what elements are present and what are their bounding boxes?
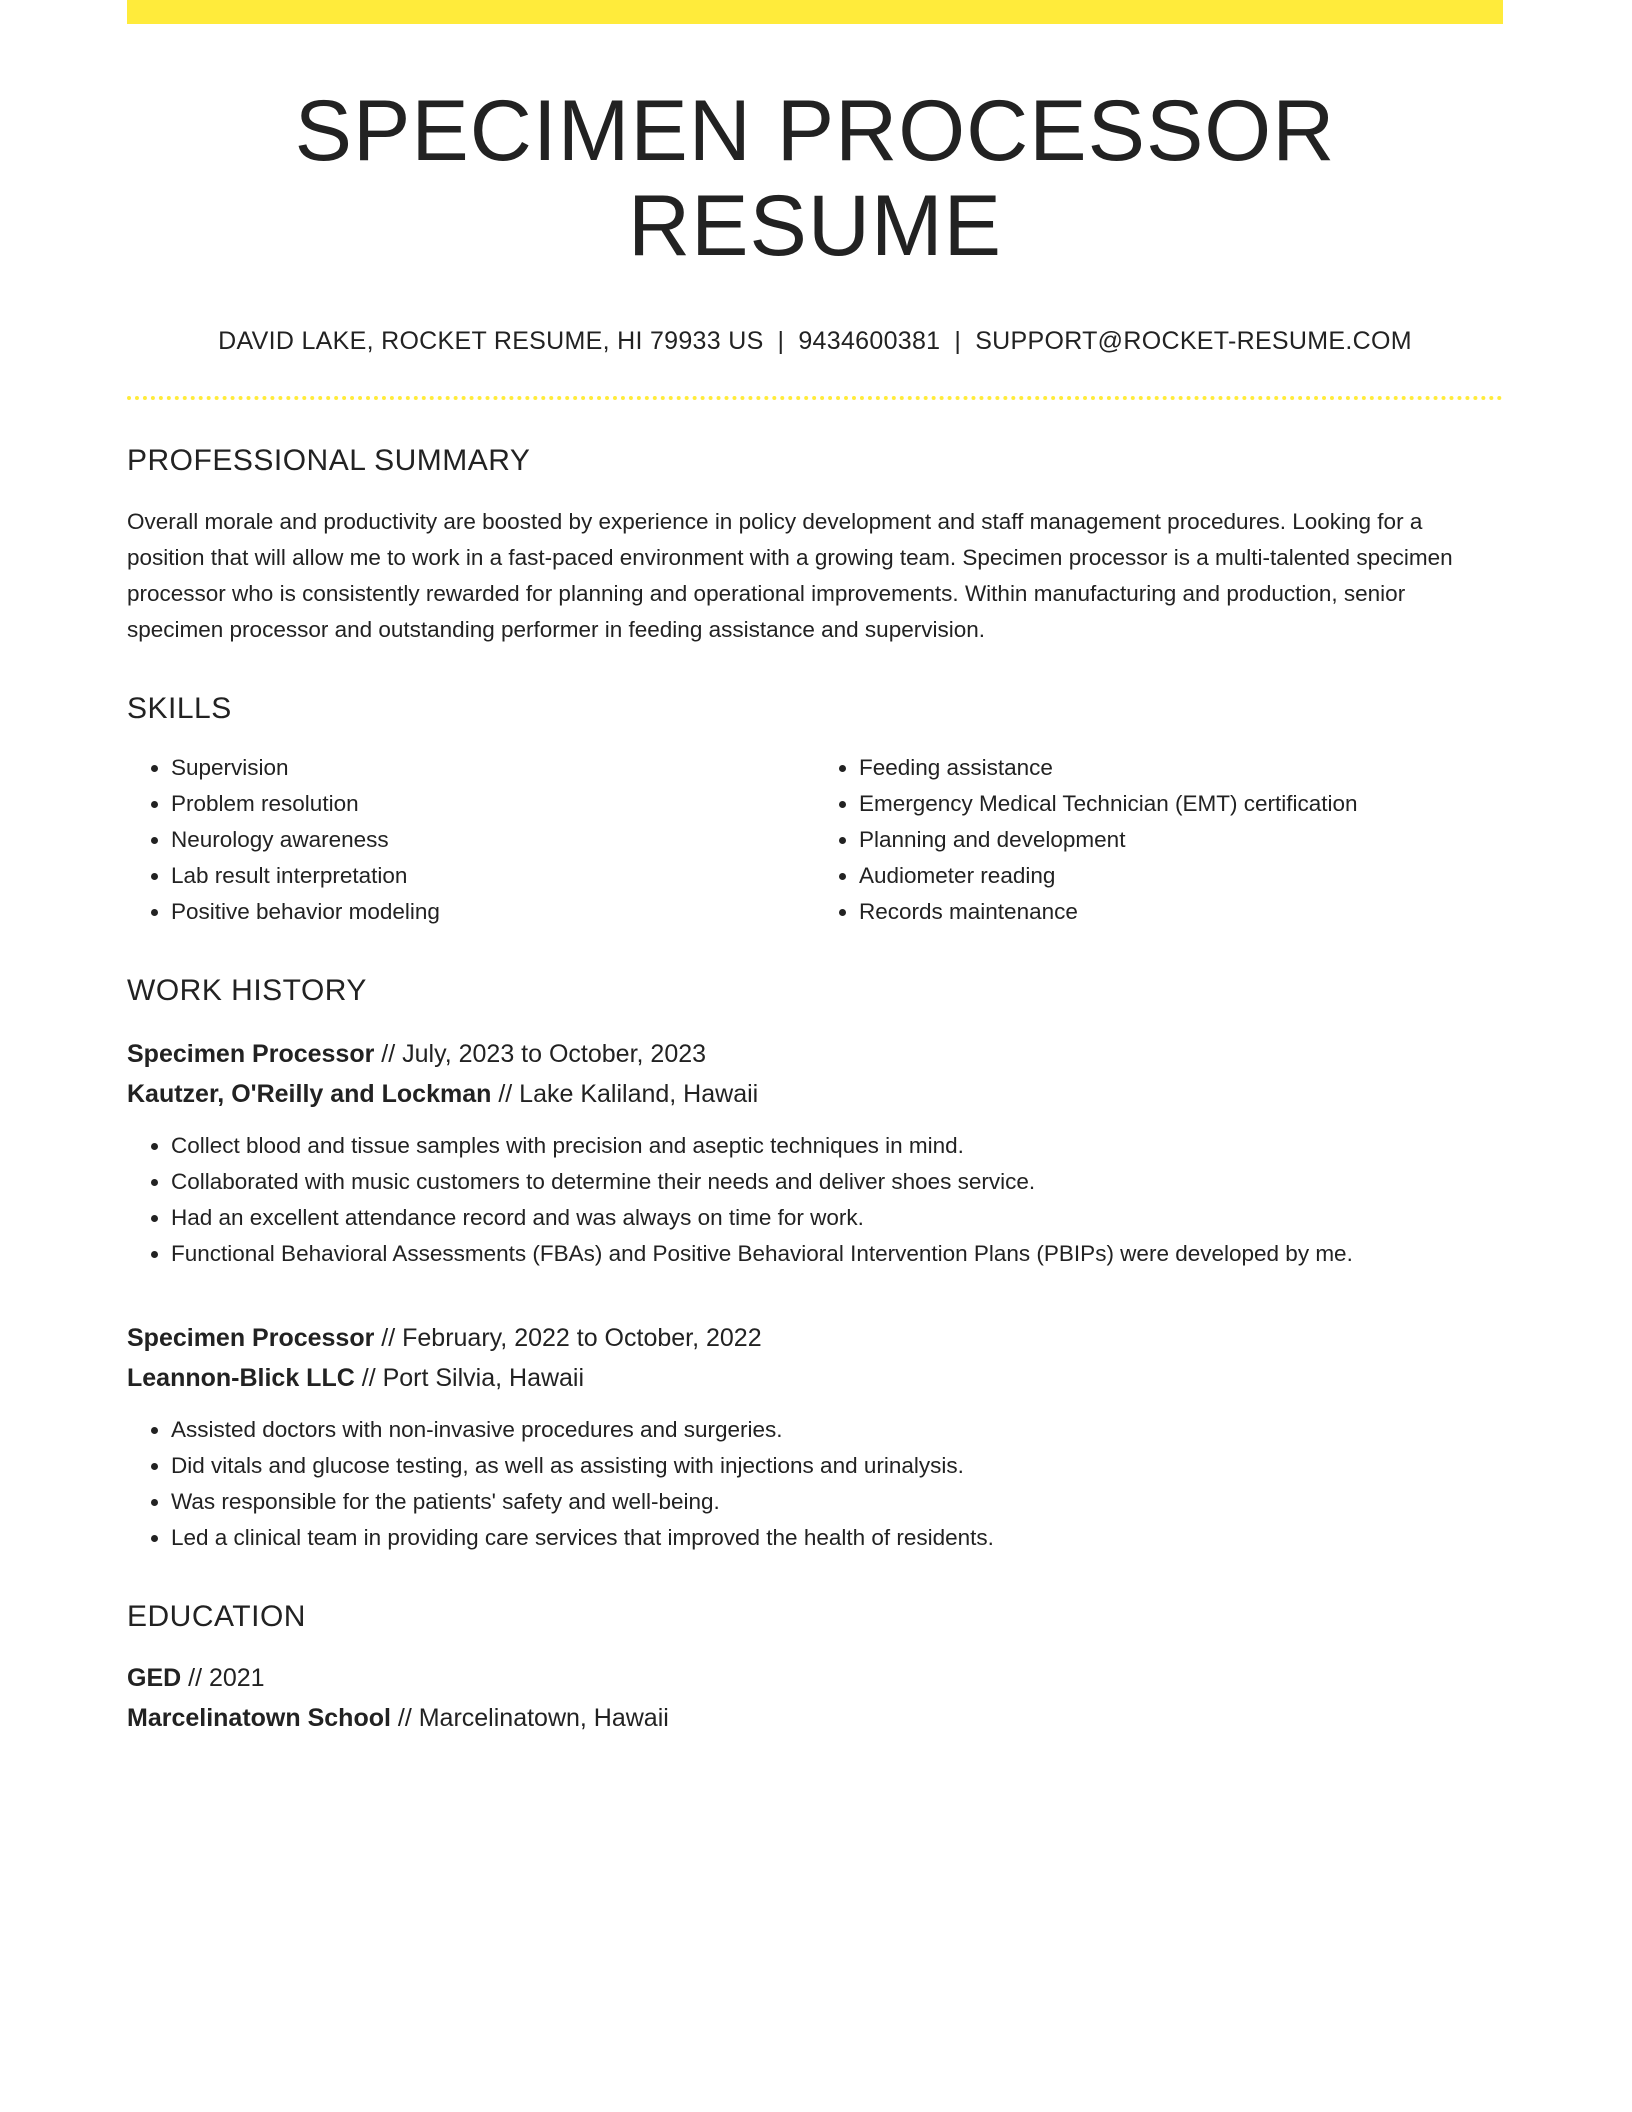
- job-duties: [127, 1412, 1503, 1556]
- skill-item: • Neurology awareness: [171, 822, 815, 858]
- job-company-line: [127, 1074, 1503, 1114]
- contact-email: SUPPORT@ROCKET-RESUME.COM: [975, 327, 1412, 356]
- duty-item: • Collect blood and tissue samples with precision and aseptic techniques in mind.: [171, 1128, 1503, 1164]
- education-degree: GED: [127, 1664, 182, 1693]
- education-school: Marcelinatown School: [127, 1704, 391, 1733]
- duty-item: • Collaborated with music customers to determine their needs and deliver shoes service.: [171, 1164, 1503, 1200]
- work-history-section: [127, 974, 1503, 1556]
- contact-separator: |: [954, 327, 962, 356]
- job-location: // Port Silvia, Hawaii: [354, 1364, 585, 1393]
- education-degree-line: [127, 1658, 1503, 1698]
- skill-item: • Records maintenance: [859, 894, 1503, 930]
- skill-item: • Supervision: [171, 750, 815, 786]
- skills-section: [127, 692, 1503, 930]
- duty-item: • Did vitals and glucose testing, as well as assisting with injections and urinalysis.: [171, 1448, 1503, 1484]
- job-title: Specimen Processor: [127, 1324, 375, 1353]
- contact-address: DAVID LAKE, ROCKET RESUME, HI 79933 US: [218, 327, 764, 356]
- job-company: Leannon-Blick LLC: [127, 1364, 355, 1393]
- skills-left-column: [127, 750, 815, 930]
- education-school-line: [127, 1698, 1503, 1738]
- education-heading: EDUCATION: [127, 1600, 306, 1634]
- skills-heading: SKILLS: [127, 692, 232, 726]
- skills-right-column: [815, 750, 1503, 930]
- education-section: [127, 1600, 1503, 1738]
- contact-phone: 9434600381: [798, 327, 941, 356]
- summary-section: [127, 444, 1503, 648]
- resume-page: [127, 0, 1503, 1738]
- skill-item: • Problem resolution: [171, 786, 815, 822]
- duty-item: • Led a clinical team in providing care services that improved the health of residents.: [171, 1520, 1503, 1556]
- job-dates: // July, 2023 to October, 2023: [374, 1040, 707, 1069]
- dotted-divider: [127, 396, 1503, 400]
- contact-line: [127, 327, 1503, 356]
- duty-item: • Functional Behavioral Assessments (FBAs) and Positive Behavioral Intervention Plans (PBIPs) were developed by me.: [171, 1236, 1503, 1272]
- job-dates: // February, 2022 to October, 2022: [374, 1324, 762, 1353]
- skill-item: • Emergency Medical Technician (EMT) certification: [859, 786, 1503, 822]
- skill-item: • Positive behavior modeling: [171, 894, 815, 930]
- duty-item: • Was responsible for the patients' safety and well-being.: [171, 1484, 1503, 1520]
- job-title-line: [127, 1318, 1503, 1358]
- job-title: Specimen Processor: [127, 1040, 375, 1069]
- education-year: // 2021: [181, 1664, 265, 1693]
- skill-item: • Planning and development: [859, 822, 1503, 858]
- education-entry: [127, 1658, 1503, 1738]
- summary-heading: PROFESSIONAL SUMMARY: [127, 444, 531, 478]
- duty-item: • Had an excellent attendance record and was always on time for work.: [171, 1200, 1503, 1236]
- education-location: // Marcelinatown, Hawaii: [390, 1704, 669, 1733]
- job-entry: [127, 1034, 1503, 1272]
- skill-item: • Feeding assistance: [859, 750, 1503, 786]
- summary-text: Overall morale and productivity are boosted by experience in policy development and staff management procedures. Looking for a position that will allow me to work in a fast-paced environment with a growing team. Specimen processor is a multi-talented specimen processor who is consistently rewarded for planning and operational improvements. Within manufacturing and production, senior specimen processor and outstanding performer in feeding assistance and supervision.: [127, 509, 1453, 643]
- resume-title: SPECIMEN PROCESSOR RESUME: [294, 83, 1336, 274]
- work-history-heading: WORK HISTORY: [127, 974, 367, 1008]
- contact-separator: |: [777, 327, 785, 356]
- skill-item: • Audiometer reading: [859, 858, 1503, 894]
- duty-item: • Assisted doctors with non-invasive procedures and surgeries.: [171, 1412, 1503, 1448]
- job-company-line: [127, 1358, 1503, 1398]
- job-title-line: [127, 1034, 1503, 1074]
- job-duties: [127, 1128, 1503, 1272]
- skills-columns: [127, 750, 1503, 930]
- accent-top-bar: [127, 0, 1503, 24]
- job-location: // Lake Kaliland, Hawaii: [491, 1080, 759, 1109]
- job-entry: [127, 1318, 1503, 1556]
- job-company: Kautzer, O'Reilly and Lockman: [127, 1080, 492, 1109]
- skill-item: • Lab result interpretation: [171, 858, 815, 894]
